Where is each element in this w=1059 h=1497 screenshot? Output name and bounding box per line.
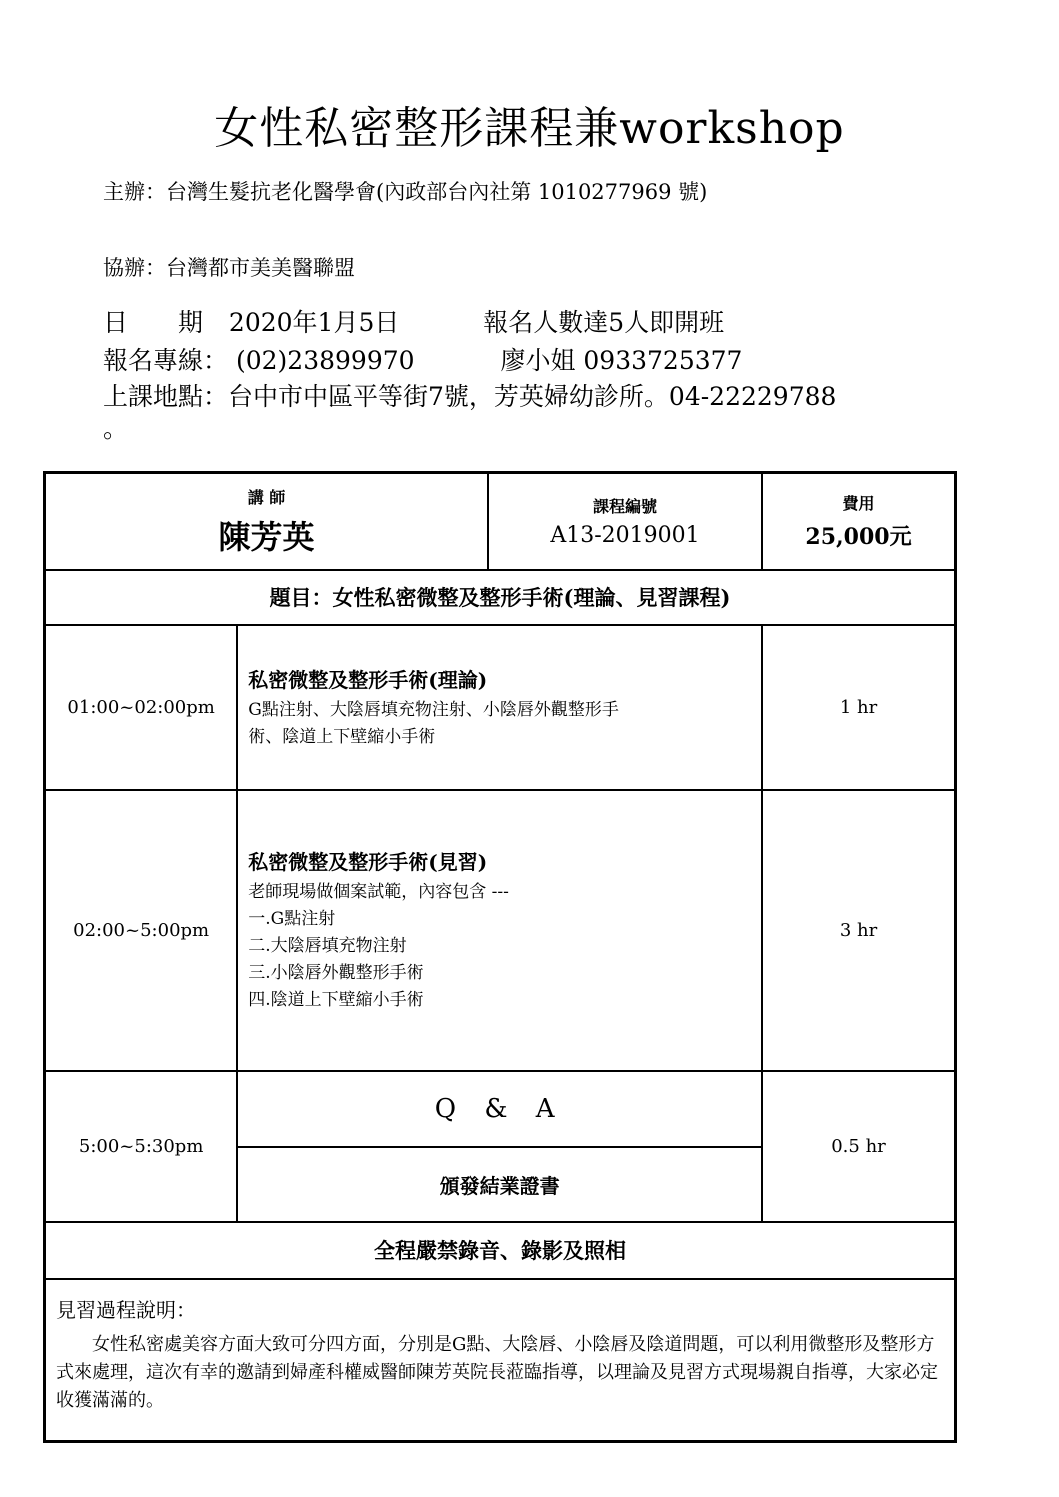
banner-row (45, 1222, 956, 1279)
session-line: 三.小陰唇外觀整形手術 (248, 963, 424, 983)
session-line: 四.陰道上下壁縮小手術 (248, 990, 424, 1010)
no-recording-notice: 全程嚴禁錄音、錄影及照相 (45, 1222, 956, 1279)
session-line: G點注射、大陰唇填充物注射、小陰唇外觀整形手 (248, 699, 619, 720)
session-hours: 3 hr (762, 790, 955, 1071)
page-title: 女性私密整形課程兼workshop (214, 103, 845, 154)
date-value: 2020年1月5日 (228, 308, 400, 337)
session-time: 01:00~02:00pm (45, 625, 238, 790)
topic-row (45, 570, 956, 625)
topic: 題目：女性私密微整及整形手術(理論、見習課程) (45, 570, 956, 625)
header-row (45, 473, 956, 570)
hotline-label: 報名專線： (103, 346, 229, 375)
certificate-label: 頒發結業證書 (237, 1147, 762, 1222)
lecturer-name: 陳芳英 (218, 517, 315, 556)
organizer: 主辦：台灣生髮抗老化醫學會(內政部台內社第 1010277969 號) (103, 180, 708, 204)
session-row (45, 1071, 956, 1147)
session-line: 老師現場做個案試範，內容包含 --- (248, 882, 509, 902)
notes-row (45, 1279, 956, 1442)
session-time: 02:00~5:00pm (45, 790, 238, 1071)
fee-value: 25,000元 (805, 524, 912, 551)
hotline-row (103, 341, 742, 377)
notes-body: 女性私密處美容方面大致可分四方面，分別是G點、大陰唇、小陰唇及陰道問題，可以利用微整形及整形方式來處理，這次有幸的邀請到婦產科權威醫師陳芳英院長蒞臨指導，以理論及見習方式現場親自指導，大家必定收獲滿滿的。 (56, 1333, 938, 1411)
lecturer-cell (45, 473, 488, 570)
hotline-phone: (02)23899970 (235, 346, 415, 375)
session-description (237, 625, 762, 790)
hotline-contact: 廖小姐 0933725377 (500, 346, 743, 375)
fee-cell (762, 473, 955, 570)
co-organizer: 協辦：台灣都市美美醫聯盟 (103, 256, 355, 280)
notes-heading: 見習過程說明： (56, 1297, 196, 1322)
fee-label: 費用 (842, 494, 875, 514)
qa-label: Q & A (237, 1071, 762, 1147)
session-line: 二.大陰唇填充物注射 (248, 936, 407, 956)
session-title: 私密微整及整形手術(理論) (248, 667, 488, 692)
lecturer-label: 講 師 (247, 487, 286, 507)
course-code-cell (488, 473, 762, 570)
session-time: 5:00~5:30pm (45, 1071, 238, 1222)
session-row (45, 625, 956, 790)
session-hours: 1 hr (762, 625, 955, 790)
session-line: 術、陰道上下壁縮小手術 (248, 726, 436, 747)
date-row (103, 303, 724, 339)
session-description (237, 790, 762, 1071)
notes-cell (45, 1279, 956, 1442)
session-row (45, 790, 956, 1071)
date-label: 日 期 (103, 308, 204, 337)
session-hours: 0.5 hr (762, 1071, 955, 1222)
course-code-value: A13-2019001 (550, 523, 700, 549)
date-note: 報名人數達5人即開班 (483, 308, 725, 337)
course-code-label: 課程編號 (592, 497, 657, 517)
venue: 上課地點：台中市中區平等街7號，芳英婦幼診所。04-22229788 (103, 382, 837, 411)
session-line: 一.G點注射 (248, 909, 336, 929)
session-title: 私密微整及整形手術(見習) (248, 850, 488, 874)
schedule-table (43, 471, 957, 1443)
venue-trailing: 。 (103, 414, 129, 443)
